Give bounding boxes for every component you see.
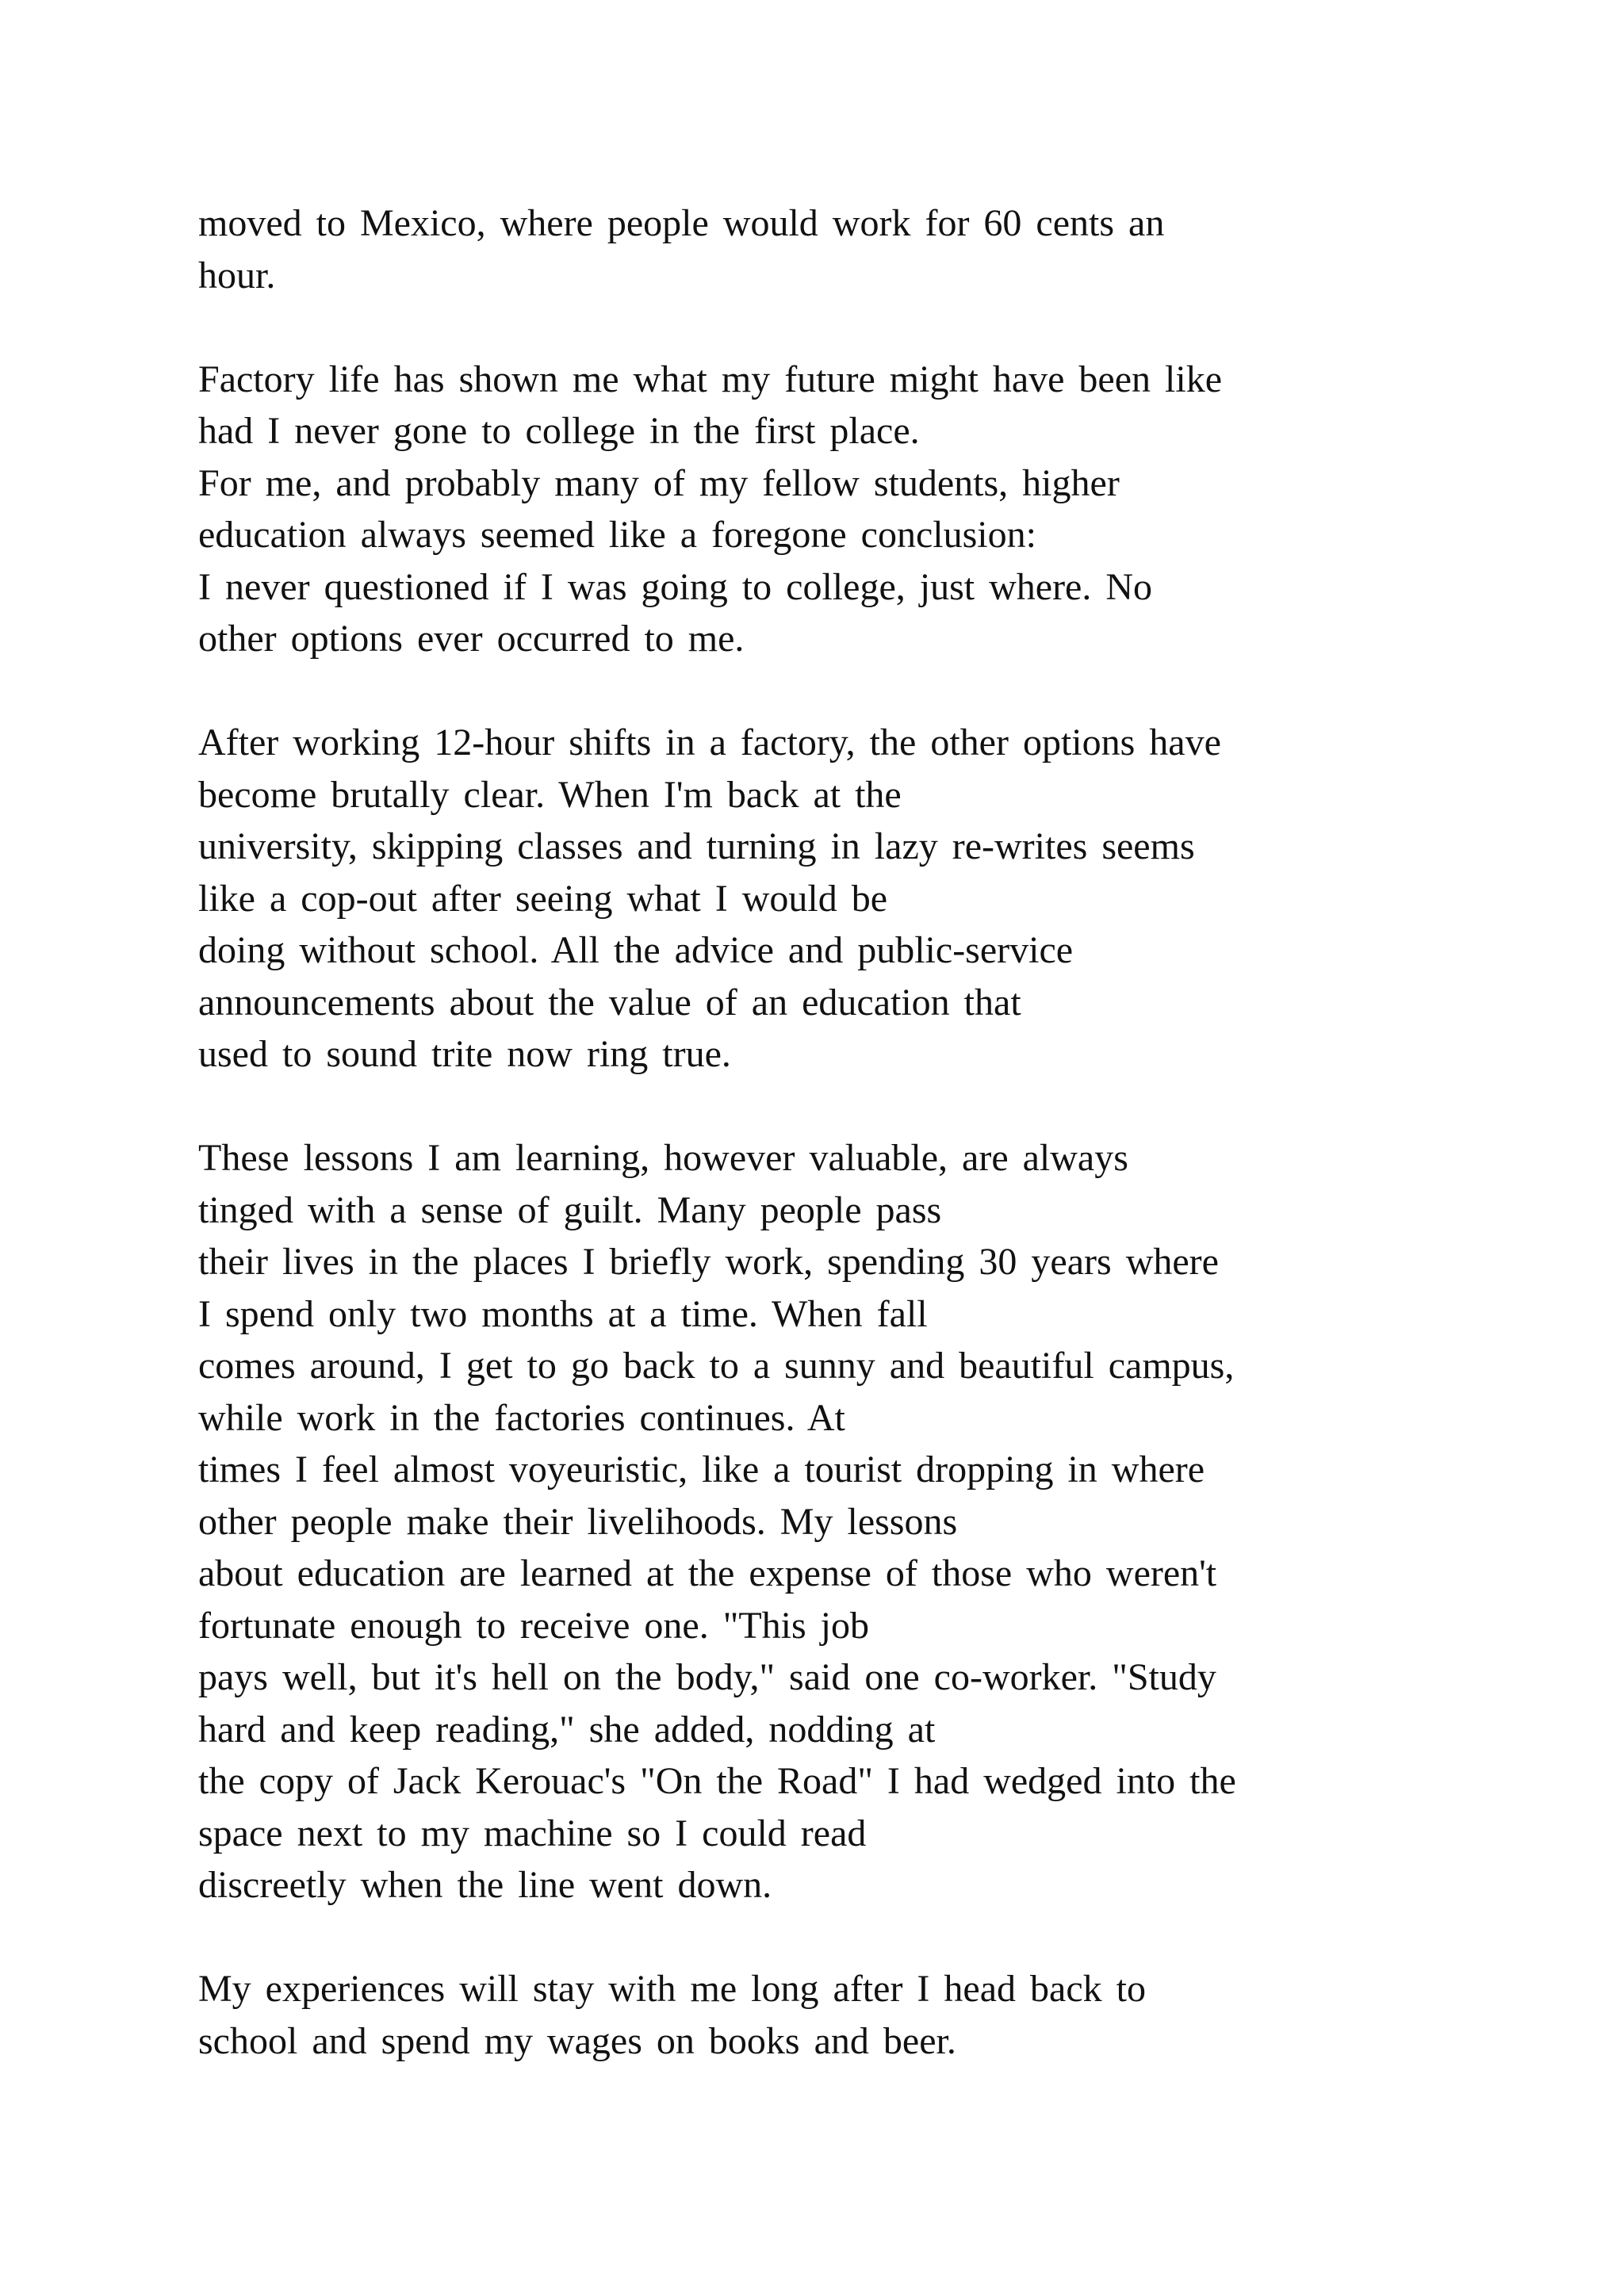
text-line: tinged with a sense of guilt. Many people pass bbox=[198, 1188, 942, 1231]
text-line: After working 12-hour shifts in a factory, the other options have bbox=[198, 721, 1221, 763]
text-line: university, skipping classes and turning in lazy re-writes seems bbox=[198, 825, 1195, 867]
text-line: the copy of Jack Kerouac's "On the Road" I had wedged into the bbox=[198, 1760, 1236, 1802]
document-text bbox=[198, 197, 1546, 2067]
text-line: like a cop-out after seeing what I would be bbox=[198, 877, 888, 920]
text-line: doing without school. All the advice and public-service bbox=[198, 929, 1074, 971]
text-line: other options ever occurred to me. bbox=[198, 618, 745, 660]
text-line: space next to my machine so I could read bbox=[198, 1812, 867, 1854]
text-line: hard and keep reading," she added, nodding at bbox=[198, 1708, 936, 1751]
text-line: hour. bbox=[198, 254, 276, 297]
text-line: discreetly when the line went down. bbox=[198, 1864, 772, 1906]
text-line: My experiences will stay with me long after I head back to bbox=[198, 1968, 1146, 2010]
text-line: Factory life has shown me what my future might have been like bbox=[198, 358, 1223, 400]
blank-line bbox=[198, 665, 1546, 718]
blank-line bbox=[198, 1081, 1546, 1133]
text-line: announcements about the value of an education that bbox=[198, 981, 1021, 1024]
text-line: their lives in the places I briefly work, spending 30 years where bbox=[198, 1241, 1219, 1283]
text-line: other people make their livelihoods. My lessons bbox=[198, 1500, 958, 1543]
text-line: moved to Mexico, where people would work for 60 cents an bbox=[198, 202, 1165, 244]
text-line: I never questioned if I was going to college, just where. No bbox=[198, 565, 1153, 608]
blank-line bbox=[198, 301, 1546, 354]
blank-line bbox=[198, 1911, 1546, 1964]
text-line: I spend only two months at a time. When fall bbox=[198, 1292, 928, 1335]
text-line: comes around, I get to go back to a sunny and beautiful campus, bbox=[198, 1345, 1235, 1387]
text-line: had I never gone to college in the first place. bbox=[198, 410, 920, 452]
text-line: times I feel almost voyeuristic, like a tourist dropping in where bbox=[198, 1448, 1205, 1490]
text-line: become brutally clear. When I'm back at the bbox=[198, 773, 902, 816]
text-line: school and spend my wages on books and beer. bbox=[198, 2019, 956, 2062]
text-line: while work in the factories continues. At bbox=[198, 1396, 845, 1439]
text-line: pays well, but it's hell on the body," said one co-worker. "Study bbox=[198, 1656, 1216, 1698]
text-line: education always seemed like a foregone conclusion: bbox=[198, 514, 1036, 556]
text-line: about education are learned at the expense of those who weren't bbox=[198, 1552, 1217, 1594]
text-line: These lessons I am learning, however valuable, are always bbox=[198, 1137, 1128, 1179]
text-line: fortunate enough to receive one. "This job bbox=[198, 1604, 869, 1647]
text-line: used to sound trite now ring true. bbox=[198, 1033, 731, 1075]
text-line: For me, and probably many of my fellow students, higher bbox=[198, 461, 1120, 504]
